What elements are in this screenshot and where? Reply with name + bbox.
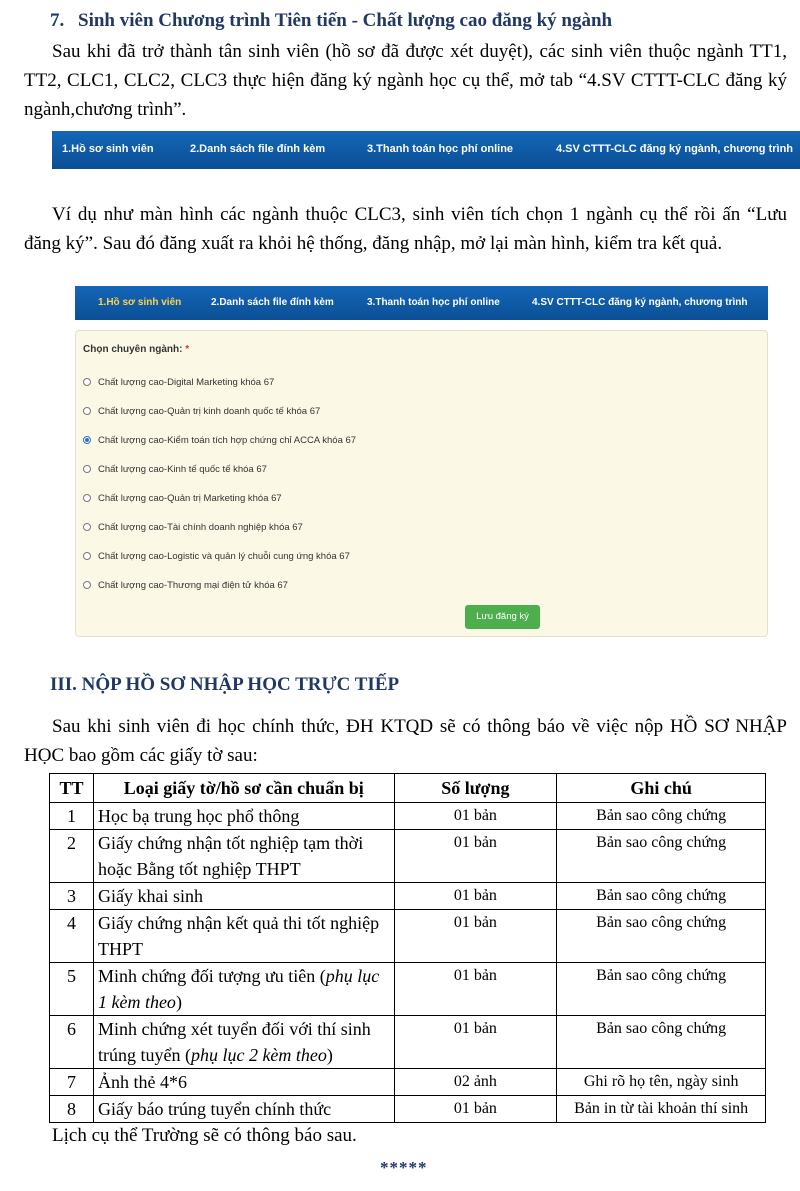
row-number: 3 <box>50 883 94 910</box>
quantity: 01 bản <box>394 1096 557 1123</box>
note: Ghi rõ họ tên, ngày sinh <box>557 1069 766 1096</box>
note: Bản sao công chứng <box>557 963 766 1016</box>
document-name <box>93 830 394 883</box>
major-option-label: Chất lượng cao-Kinh tế quốc tế khóa 67 <box>98 463 267 475</box>
note: Bản sao công chứng <box>557 883 766 910</box>
quantity: 01 bản <box>394 803 557 830</box>
major-option[interactable] <box>83 404 320 418</box>
radio-icon[interactable] <box>83 552 91 560</box>
row-number: 5 <box>50 963 94 1016</box>
quantity: 01 bản <box>394 830 557 883</box>
header-document-type: Loại giấy tờ/hồ sơ cần chuẩn bị <box>93 774 394 803</box>
tab-student-profile-active[interactable]: 1.Hồ sơ sinh viên <box>98 297 182 308</box>
major-option-label: Chất lượng cao-Logistic và quản lý chuỗi cung ứng khóa 67 <box>98 550 350 562</box>
table-row <box>50 1096 766 1123</box>
radio-icon[interactable] <box>83 378 91 386</box>
required-mark: * <box>185 344 190 355</box>
quantity: 01 bản <box>394 910 557 963</box>
section-7-title: Sinh viên Chương trình Tiên tiến - Chất lượng cao đăng ký ngành <box>78 10 613 31</box>
tab-online-payment[interactable]: 3.Thanh toán học phí online <box>367 143 514 155</box>
section-3-intro: Sau khi sinh viên đi học chính thức, ĐH KTQD sẽ có thông báo về việc nộp HỒ SƠ NHẬP HỌC bao gồm các giấy tờ sau: <box>24 716 787 766</box>
row-number: 2 <box>50 830 94 883</box>
table-row <box>50 830 766 883</box>
quantity: 01 bản <box>394 1016 557 1069</box>
tab-major-registration[interactable]: 4.SV CTTT-CLC đăng ký ngành, chương trình <box>532 297 748 308</box>
row-number: 8 <box>50 1096 94 1123</box>
major-option[interactable] <box>83 520 303 534</box>
document-name-text: Giấy chứng nhận tốt nghiệp tạm thời hoặc Bằng tốt nghiệp THPT <box>97 833 364 879</box>
row-number: 6 <box>50 1016 94 1069</box>
appendix-reference: phụ lục 1 kèm theo <box>97 966 380 1012</box>
major-option-label: Chất lượng cao-Quản trị kinh doanh quốc tế khóa 67 <box>98 405 321 417</box>
major-option[interactable] <box>83 375 274 389</box>
document-name <box>93 963 394 1016</box>
major-option[interactable] <box>83 462 267 476</box>
tab-attachments[interactable]: 2.Danh sách file đính kèm <box>190 143 326 155</box>
note: Bản sao công chứng <box>557 910 766 963</box>
section-7-intro: Sau khi đã trở thành tân sinh viên (hồ sơ đã được xét duyệt), các sinh viên thuộc ngành TT1, TT2, CLC1, CLC2, CLC3 thực hiện đăng ký ngành học cụ thể, mở tab “4.SV CTTT-CLC đăng ký ngành,chương trình”. <box>24 41 787 120</box>
document-name <box>93 803 394 830</box>
tab-bar-top <box>52 131 800 169</box>
section-7-number: 7. <box>50 10 65 31</box>
radio-icon[interactable] <box>83 523 91 531</box>
document-name-text: Giấy khai sinh <box>97 886 203 906</box>
tab-attachments[interactable]: 2.Danh sách file đính kèm <box>211 297 334 308</box>
major-option-label: Chất lượng cao-Kiểm toán tích hợp chứng chỉ ACCA khóa 67 <box>98 434 357 446</box>
radio-checked-icon[interactable] <box>83 436 91 444</box>
radio-icon[interactable] <box>83 407 91 415</box>
table-header-row <box>50 774 766 803</box>
table-row <box>50 1016 766 1069</box>
section-3-heading: III. NỘP HỒ SƠ NHẬP HỌC TRỰC TIẾP <box>50 674 400 695</box>
table-row <box>50 963 766 1016</box>
major-option[interactable] <box>83 433 356 447</box>
major-select-label <box>83 344 189 355</box>
major-option-label: Chất lượng cao-Digital Marketing khóa 67 <box>98 376 275 388</box>
table-row <box>50 883 766 910</box>
header-note: Ghi chú <box>557 774 766 803</box>
save-registration-button[interactable]: Lưu đăng ký <box>465 605 540 629</box>
quantity: 01 bản <box>394 883 557 910</box>
tab-student-profile[interactable]: 1.Hồ sơ sinh viên <box>62 143 154 155</box>
major-select-label-text: Chọn chuyên ngành: <box>83 344 183 355</box>
documents-table <box>49 773 766 1123</box>
appendix-reference: phụ lục 2 kèm theo <box>190 1045 327 1065</box>
quantity: 01 bản <box>394 963 557 1016</box>
row-number: 1 <box>50 803 94 830</box>
document-name-text: Ảnh thẻ 4*6 <box>97 1072 187 1092</box>
major-option[interactable] <box>83 549 350 563</box>
tab-major-registration[interactable]: 4.SV CTTT-CLC đăng ký ngành, chương trình <box>556 143 794 155</box>
radio-icon[interactable] <box>83 465 91 473</box>
quantity: 02 ảnh <box>394 1069 557 1096</box>
table-row <box>50 803 766 830</box>
document-name-text: Minh chứng đối tượng ưu tiên ( <box>97 966 326 986</box>
tab-online-payment[interactable]: 3.Thanh toán học phí online <box>367 297 500 308</box>
note: Bản sao công chứng <box>557 830 766 883</box>
registration-screenshot <box>75 286 768 637</box>
tab-bar-form <box>75 286 768 320</box>
document-name <box>93 1016 394 1069</box>
note: Bản sao công chứng <box>557 1016 766 1069</box>
major-option-label: Chất lượng cao-Quản trị Marketing khóa 67 <box>98 492 282 504</box>
document-name <box>93 883 394 910</box>
major-option[interactable] <box>83 491 282 505</box>
document-name-text: Minh chứng xét tuyển đối với thí sinh trúng tuyển ( <box>97 1019 371 1065</box>
header-tt: TT <box>50 774 94 803</box>
note: Bản sao công chứng <box>557 803 766 830</box>
document-name-tail: ) <box>326 1045 333 1065</box>
table-row <box>50 910 766 963</box>
document-name-tail: ) <box>175 992 182 1012</box>
header-quantity: Số lượng <box>394 774 557 803</box>
note: Bản in từ tài khoản thí sinh <box>557 1096 766 1123</box>
major-option-label: Chất lượng cao-Thương mại điện tử khóa 67 <box>98 579 288 591</box>
document-name-text: Giấy chứng nhận kết quả thi tốt nghiệp THPT <box>97 913 380 959</box>
section-7-heading <box>50 9 790 33</box>
document-name <box>93 910 394 963</box>
radio-icon[interactable] <box>83 581 91 589</box>
table-row <box>50 1069 766 1096</box>
row-number: 7 <box>50 1069 94 1096</box>
major-selection-panel <box>75 330 768 637</box>
closing-note: Lịch cụ thể Trường sẽ có thông báo sau. <box>52 1125 357 1146</box>
document-name-text: Giấy báo trúng tuyển chính thức <box>97 1099 332 1119</box>
end-mark: ***** <box>380 1158 428 1177</box>
document-name <box>93 1096 394 1123</box>
radio-icon[interactable] <box>83 494 91 502</box>
section-7-example: Ví dụ như màn hình các ngành thuộc CLC3, sinh viên tích chọn 1 ngành cụ thể rồi ấn “Lưu đăng ký”. Sau đó đăng xuất ra khỏi hệ thống, đăng nhập, mở lại màn hình, kiểm tra kết quả. <box>24 204 787 254</box>
major-option-label: Chất lượng cao-Tài chính doanh nghiệp khóa 67 <box>98 521 303 533</box>
document-name-text: Học bạ trung học phổ thông <box>97 806 300 826</box>
major-option[interactable] <box>83 578 288 592</box>
document-name <box>93 1069 394 1096</box>
row-number: 4 <box>50 910 94 963</box>
